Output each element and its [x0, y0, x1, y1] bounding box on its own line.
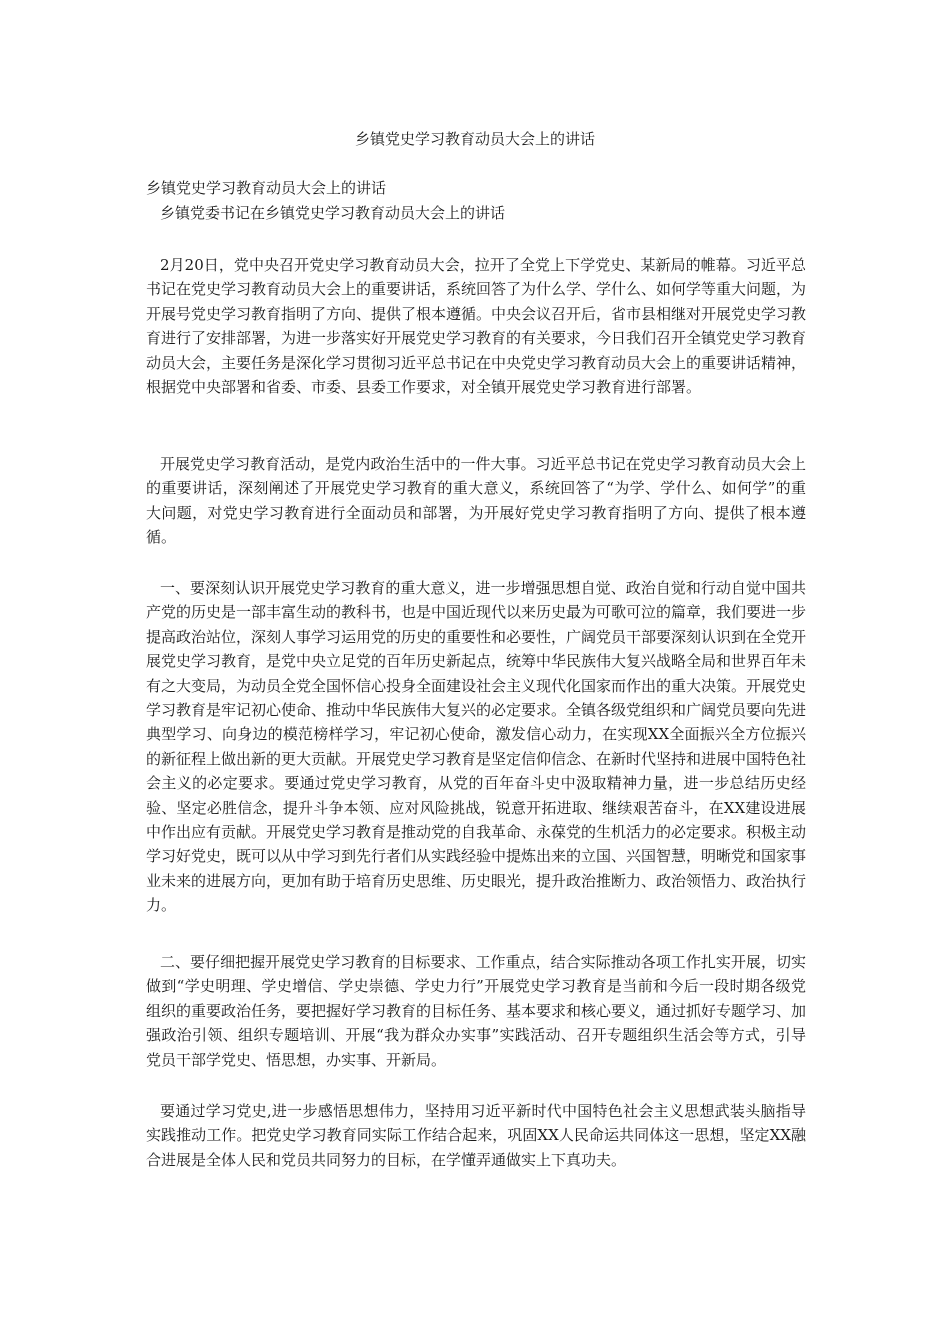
paragraph-closing: 要通过学习党史,进一步感悟思想伟力，坚持用习近平新时代中国特色社会主义思想武装头脑指导实践推动工作。把党史学习教育同实际工作结合起来，巩固XX人民命运共同体这一思想，坚定XX融合进展是全体人民和党员共同努力的目标，在学懂弄通做实上下真功夫。: [146, 1102, 806, 1169]
paragraph-intro: 2月20日，党中央召开党史学习教育动员大会，拉开了全党上下学党史、某新局的帷幕。习近平总书记在党史学习教育动员大会上的重要讲话，系统回答了为什么学、学什么、如何学等重大问题，为开展号党史学习教育指明了方向、提供了根本遵循。中央会议召开后，省市县相继对开展党史学习教育进行了安排部署，为进一步落实好开展党史学习教育的有关要求，今日我们召开全镇党史学习教育动员大会，主要任务是深化学习贯彻习近平总书记在中央党史学习教育动员大会上的重要讲话精神，根据党中央部署和省委、市委、县委工作要求，对全镇开展党史学习教育进行部署。: [146, 256, 807, 397]
paragraph-section-two: 二、要仔细把握开展党史学习教育的目标要求、工作重点，结合实际推动各项工作扎实开展，切实做到“学史明理、学史增信、学史崇德、学史力行”开展党史学习教育是当前和今后一段时期各级党组织的重要政治任务，要把握好学习教育的目标任务、基本要求和核心要义，通过抓好专题学习、加强政治引领、组织专题培训、开展“我为群众办实事”实践活动、召开专题组织生活会等方式，引导党员干部学党史、悟思想，办实事、开新局。: [146, 953, 807, 1069]
paragraph-significance-summary: 开展党史学习教育活动，是党内政治生活中的一件大事。习近平总书记在党史学习教育动员大会上的重要讲话，深刻阐述了开展党史学习教育的重大意义，系统回答了“为学、学什么、如何学”的重大问题，对党史学习教育进行全面动员和部署，为开展好党史学习教育指明了方向、提供了根本遵循。: [146, 455, 806, 547]
document-title: 乡镇党史学习教育动员大会上的讲话: [354, 130, 595, 148]
document-subtitle: 乡镇党史学习教育动员大会上的讲话: [146, 179, 387, 197]
paragraph-section-one: 一、要深刻认识开展党史学习教育的重大意义，进一步增强思想自觉、政治自觉和行动自觉中国共产党的历史是一部丰富生动的教科书，也是中国近现代以来历史最为可歌可泣的篇章，我们要进一步提高政治站位，深刻人事学习运用党的历史的重要性和必要性，广阔党员干部要深刻认识到在全党开展党史学习教育，是党中央立足党的百年历史新起点，统筹中华民族伟大复兴战略全局和世界百年未有之大变局，为动员全党全国怀信心投身全面建设社会主义现代化国家而作出的重大决策。开展党史学习教育是牢记初心使命、推动中华民族伟大复兴的必定要求。全镇各级党组织和广阔党员要向先进典型学习、向身边的模范榜样学习，牢记初心使命，激发信心动力，在实现XX全面振兴全方位振兴的新征程上做出新的更大贡献。开展党史学习教育是坚定信仰信念、在新时代坚持和进展中国特色社会主义的必定要求。要通过党史学习教育，从党的百年奋斗史中汲取精神力量，进一步总结历史经验、坚定必胜信念，提升斗争本领、应对风险挑战，锐意开拓进取、继续艰苦奋斗，在XX建设进展中作出应有贡献。开展党史学习教育是推动党的自我革命、永葆党的生机活力的必定要求。积极主动学习好党史，既可以从中学习到先行者们从实践经验中提炼出来的立国、兴国智慧，明晰党和国家事业未来的进展方向，更加有助于培育历史思维、历史眼光，提升政治推断力、政治领悟力、政治执行力。: [146, 579, 807, 915]
document-subtitle-speaker: 乡镇党委书记在乡镇党史学习教育动员大会上的讲话: [160, 204, 506, 222]
